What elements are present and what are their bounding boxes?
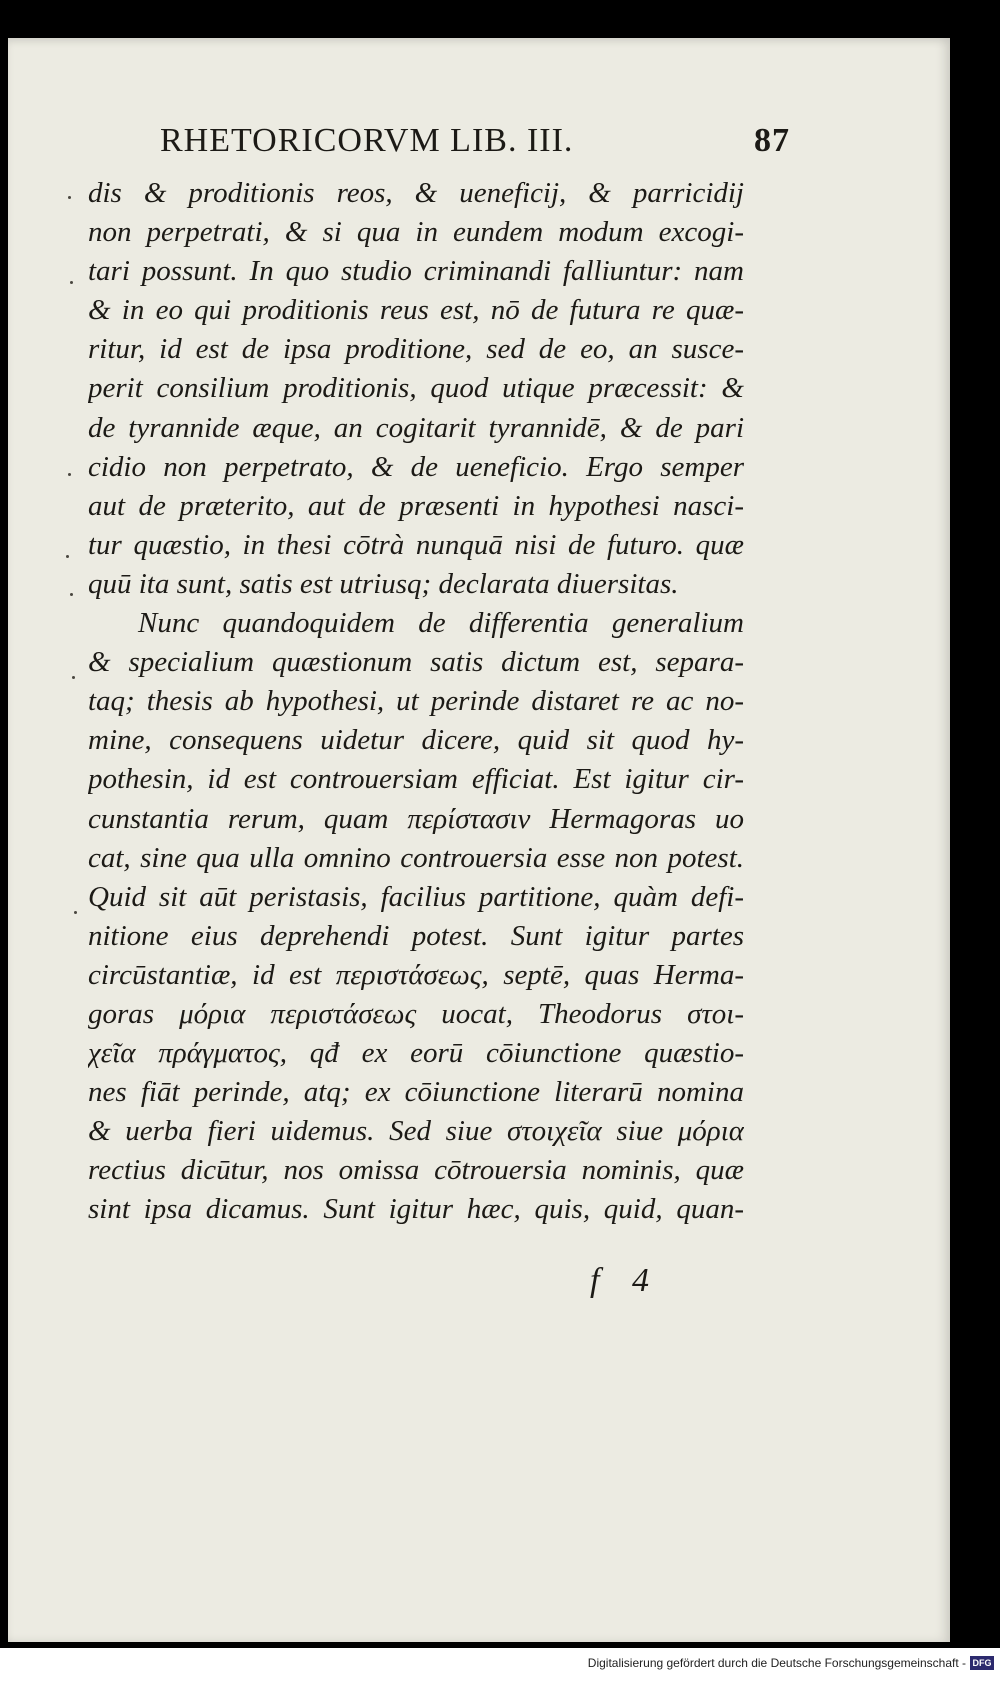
text-line: cunstantia rerum, quam περίστασιν Hermagoras uo [88,802,744,835]
text-line: cat, sine qua ulla omnino controuersia esse non potest. [88,841,744,874]
margin-dot [72,676,75,679]
margin-dot [68,473,71,476]
text-line: & uerba fieri uidemus. Sed siue στοιχεῖα siue μόρια [88,1115,744,1148]
text-line: sint ipsa dicamus. Sunt igitur hæc, quis, quid, quan- [88,1193,744,1226]
text-line: perit consilium proditionis, quod utique præcessit: & [88,372,744,405]
text-line: tari possunt. In quo studio criminandi falliuntur: nam [88,255,744,288]
margin-dot [66,555,69,558]
credit-text: Digitalisierung gefördert durch die Deutsche Forschungsgemeinschaft - [587,1656,966,1670]
text-line: & in eo qui proditionis reus est, nō de futura re quæ- [88,294,744,327]
text-line: non perpetrati, & si qua in eundem modum excogi- [88,216,744,249]
text-line: pothesin, id est controuersiam efficiat. Est igitur cir- [88,763,744,796]
text-line: nes fiāt perinde, atq; ex cōiunctione literarū nomina [88,1076,744,1109]
running-title: RHETORICORVM LIB. III. [160,122,574,159]
text-line: dis & proditionis reos, & ueneficij, & parricidij [88,177,744,209]
text-line: taq; thesis ab hypothesi, ut perinde distaret re ac no- [88,685,744,718]
text-line: rectius dicūtur, nos omissa cōtrouersia nominis, quæ [88,1154,744,1187]
text-line: circūstantiæ, id est περιστάσεως, septē, quas Herma- [88,958,744,991]
text-line: Quid sit aūt peristasis, facilius partitione, quàm defi- [88,880,744,913]
text-line: mine, consequens uidetur dicere, quid sit quod hy- [88,724,744,757]
text-line: ritur, id est de ipsa proditione, sed de eo, an susce- [88,333,744,366]
signature-mark: f 4 [590,1262,661,1299]
page-number: 87 [754,122,790,159]
margin-dot [74,911,77,914]
dfg-logo: DFG [970,1656,994,1670]
text-line: & specialium quæstionum satis dictum est, separa- [88,646,744,679]
running-header [160,122,790,162]
margin-dot [70,281,73,284]
margin-dot [68,196,71,199]
text-line: tur quæstio, in thesi cōtrà nunquā nisi de futuro. quæ [88,528,744,561]
text-line: quū ita sunt, satis est utriusq; declarata diuersitas. [88,567,679,600]
text-line: goras μόρια περιστάσεως uocat, Theodorus στοι- [88,997,744,1030]
text-line: χεῖα πράγματος, qđ ex eorū cōiunctione quæstio- [88,1037,744,1070]
text-line-paragraph-start: Nunc quandoquidem de differentia generalium [138,607,744,640]
text-line: aut de præterito, aut de præsenti in hypothesi nasci- [88,489,744,522]
digitization-credit [588,1656,994,1670]
text-line: nitione eius deprehendi potest. Sunt igitur partes [88,919,744,952]
text-line: cidio non perpetrato, & de ueneficio. Ergo semper [88,450,744,483]
text-line: de tyrannide æque, an cogitarit tyrannidē, & de pari [88,411,744,444]
body-text [88,174,744,1230]
margin-dot [70,593,73,596]
